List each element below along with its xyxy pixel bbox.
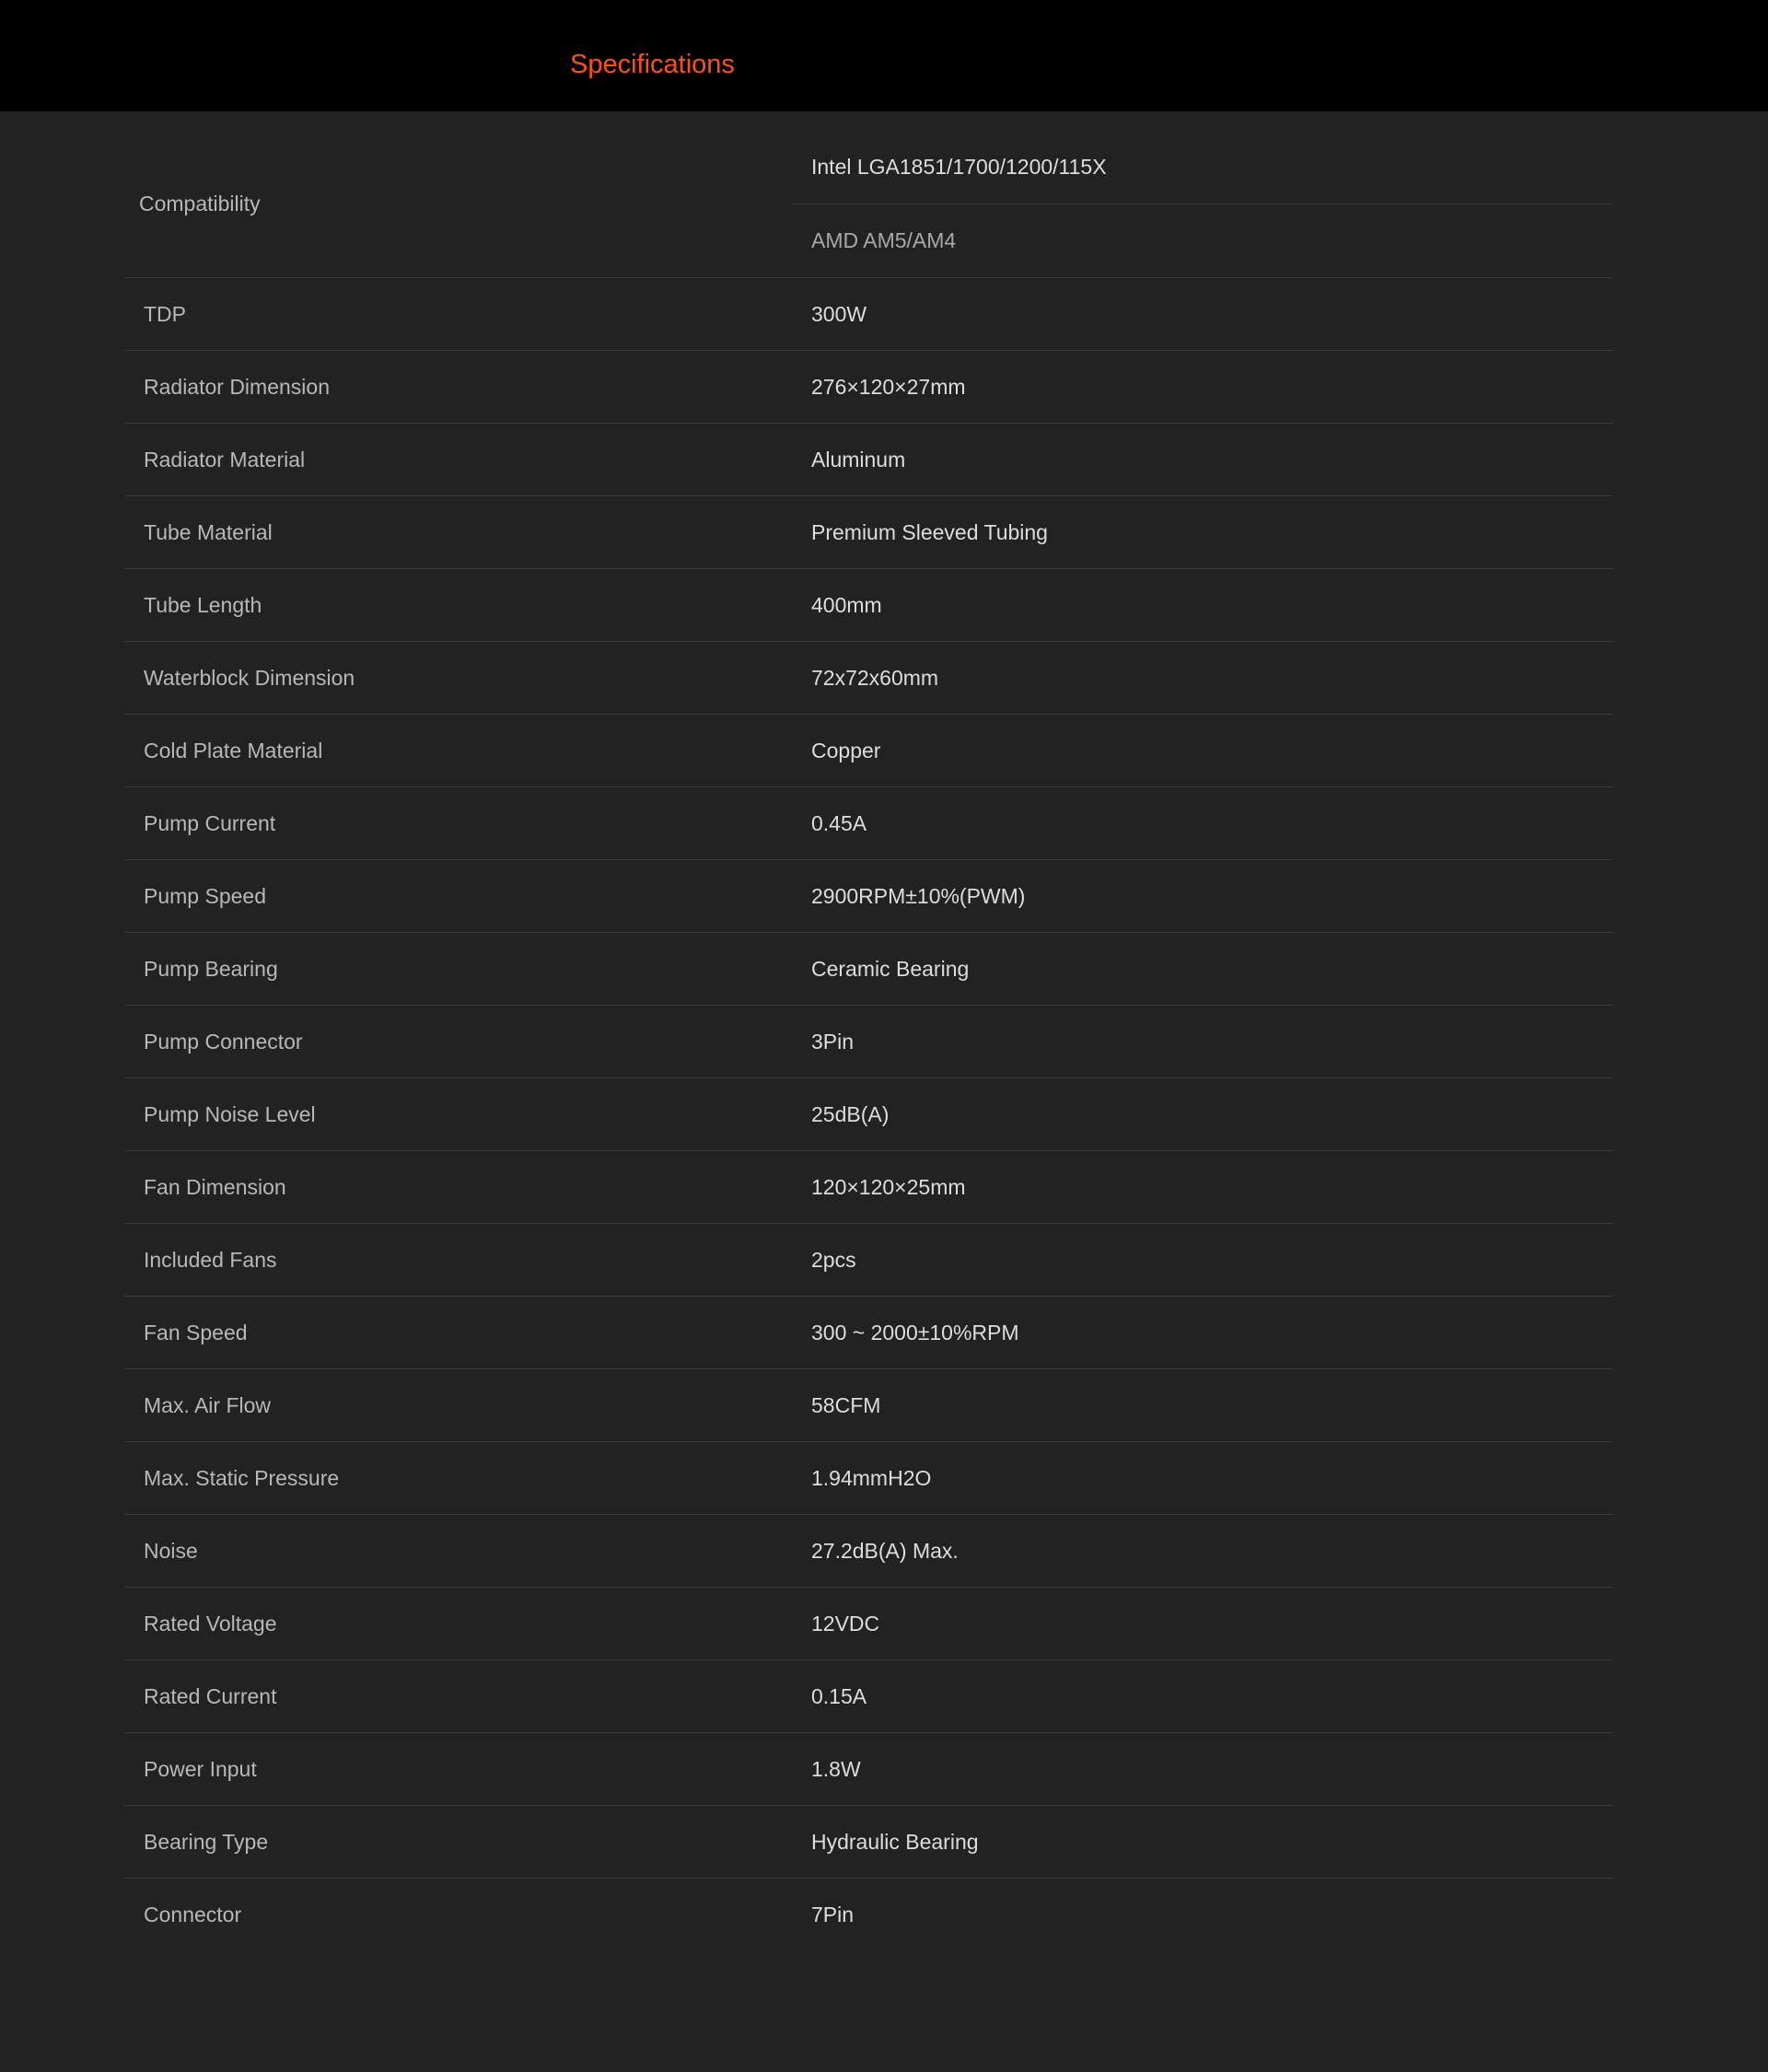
spec-row [124,1442,1613,1515]
spec-label: Pump Connector [144,1029,303,1053]
spec-label: Rated Voltage [144,1611,277,1635]
spec-row [124,1006,1613,1078]
spec-row [124,787,1613,860]
spec-row [124,1078,1613,1151]
spec-label: Max. Air Flow [144,1392,272,1417]
compatibility-intel: Intel LGA1851/1700/1200/115X [792,131,1613,204]
spec-label: Connector [144,1903,242,1926]
spec-row [124,715,1613,787]
spec-value: 2pcs [811,1247,856,1272]
spec-value: Hydraulic Bearing [811,1829,979,1854]
spec-value: 300 ~ 2000±10%RPM [811,1320,1019,1344]
spec-label: Fan Speed [144,1320,248,1344]
spec-label: Fan Dimension [144,1174,286,1199]
spec-label: Waterblock Dimension [144,665,355,690]
spec-row [124,569,1613,642]
spec-row-compatibility [124,131,1613,278]
spec-label: Cold Plate Material [144,738,323,762]
spec-value: 0.15A [811,1683,867,1708]
top-nav-bar [0,0,1768,111]
spec-label: Pump Noise Level [144,1101,316,1126]
spec-value: 400mm [811,592,882,617]
spec-row [124,933,1613,1006]
spec-value: 0.45A [811,810,867,835]
spec-row [124,1224,1613,1297]
spec-label: Included Fans [144,1247,277,1272]
spec-value: 58CFM [811,1392,881,1417]
spec-value: 27.2dB(A) Max. [811,1538,959,1563]
spec-row [124,1151,1613,1224]
spec-value: 2900RPM±10%(PWM) [811,883,1026,908]
spec-row [124,1297,1613,1369]
spec-row [124,860,1613,933]
spec-table [124,131,1613,1951]
spec-rows [124,278,1613,1951]
spec-label: Radiator Dimension [144,374,330,399]
spec-row [124,496,1613,569]
spec-value: 300W [811,301,867,326]
spec-label: Pump Speed [144,883,266,908]
spec-row [124,642,1613,715]
spec-value: 1.94mmH2O [811,1465,932,1490]
spec-row [124,278,1613,351]
spec-value: 276×120×27mm [811,374,966,399]
spec-row [124,1879,1613,1951]
spec-value: 25dB(A) [811,1101,890,1126]
spec-row [124,1515,1613,1588]
spec-label: Power Input [144,1756,257,1781]
spec-row [124,1806,1613,1879]
spec-label: Max. Static Pressure [144,1465,340,1490]
spec-row [124,424,1613,496]
spec-row [124,351,1613,424]
spec-label: Compatibility [139,192,261,215]
spec-value: Aluminum [811,447,906,471]
spec-row [124,1733,1613,1806]
spec-value: 12VDC [811,1611,880,1635]
spec-value: Ceramic Bearing [811,956,970,981]
spec-row [124,1660,1613,1733]
compatibility-values [792,131,1613,277]
spec-row [124,1369,1613,1442]
compatibility-amd: AMD AM5/AM4 [811,228,957,252]
spec-value: 72x72x60mm [811,665,939,690]
spec-label: Bearing Type [144,1829,269,1854]
spec-label: TDP [144,301,186,326]
spec-label: Radiator Material [144,447,306,471]
spec-label: Rated Current [144,1683,277,1708]
spec-label: Tube Length [144,592,262,617]
spec-value: Copper [811,738,881,762]
spec-value: 3Pin [811,1029,855,1053]
spec-value: 1.8W [811,1756,861,1781]
spec-row [124,1588,1613,1660]
spec-label: Tube Material [144,519,273,544]
tab-specifications[interactable]: Specifications [570,50,735,79]
spec-label: Pump Bearing [144,956,278,981]
spec-value: 7Pin [811,1903,855,1926]
spec-label: Pump Current [144,810,276,835]
spec-value: Premium Sleeved Tubing [811,519,1048,544]
spec-value: 120×120×25mm [811,1174,966,1199]
spec-label: Noise [144,1538,198,1563]
